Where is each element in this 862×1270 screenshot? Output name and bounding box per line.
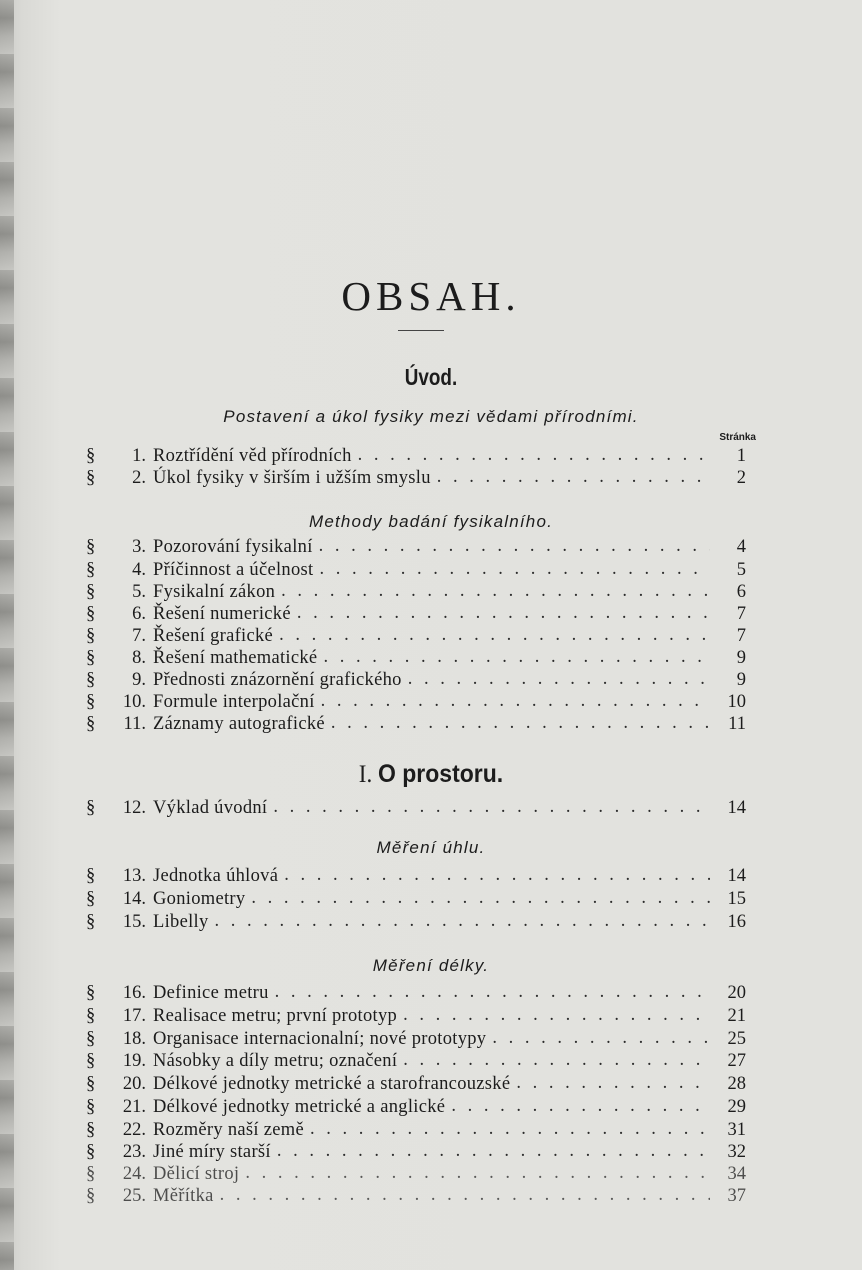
entry-number: 12. (122, 798, 146, 818)
entry-page: 9 (736, 670, 746, 690)
toc-entry[interactable] (86, 670, 746, 692)
dot-leader (403, 1050, 710, 1071)
entry-number: 25. (122, 1186, 146, 1206)
dot-leader (437, 467, 710, 488)
subheading-mereni-uhlu: Měření úhlu. (376, 838, 486, 857)
entry-label: Dělicí stroj (153, 1164, 240, 1184)
entry-label: Násobky a díly metru; označení (153, 1051, 398, 1071)
toc-entry[interactable] (86, 468, 746, 490)
section-sign: § (86, 866, 96, 886)
section-sign: § (86, 1164, 96, 1184)
section-sign: § (86, 1120, 96, 1140)
toc-entry[interactable] (86, 537, 746, 559)
entry-page: 31 (727, 1120, 746, 1140)
section-sign: § (86, 912, 96, 932)
toc-entry[interactable] (86, 1029, 746, 1051)
entry-number: 19. (122, 1051, 146, 1071)
entry-label: Přednosti znázornění grafického (153, 670, 402, 690)
entry-page: 29 (727, 1097, 746, 1117)
subheading-methody: Methody badání fysikalního. (308, 512, 554, 531)
toc-entry[interactable] (86, 604, 746, 626)
dot-leader (284, 865, 710, 886)
toc-entry[interactable] (86, 560, 746, 582)
entry-label: Měřítka (153, 1186, 214, 1206)
entry-page: 27 (727, 1051, 746, 1071)
entry-number: 3. (132, 537, 146, 557)
entry-page: 7 (736, 604, 746, 624)
entry-number: 15. (122, 912, 146, 932)
dot-leader (277, 1141, 710, 1162)
toc-entry[interactable] (86, 1142, 746, 1164)
section-heading-uvod: Úvod. (404, 364, 458, 390)
entry-page: 32 (727, 1142, 746, 1162)
entry-page: 25 (727, 1029, 746, 1049)
section-sign: § (86, 670, 96, 690)
entry-number: 2. (132, 468, 146, 488)
entry-page: 1 (736, 446, 746, 466)
dot-leader (275, 982, 710, 1003)
toc-entry[interactable] (86, 714, 746, 736)
dot-leader (215, 911, 710, 932)
section-sign: § (86, 1029, 96, 1049)
toc-entry[interactable] (86, 1097, 746, 1119)
dot-leader (245, 1163, 710, 1184)
dot-leader (297, 603, 710, 624)
entry-page: 16 (727, 912, 746, 932)
entry-page: 14 (727, 798, 746, 818)
toc-entry[interactable] (86, 626, 746, 648)
entry-label: Roztřídění věd přírodních (153, 446, 352, 466)
dot-leader (331, 713, 710, 734)
entry-label: Realisace metru; první prototyp (153, 1006, 398, 1026)
entry-number: 11. (123, 714, 146, 734)
entry-number: 20. (122, 1074, 146, 1094)
entry-label: Formule interpolační (153, 692, 315, 712)
page-binding-edge (0, 0, 14, 1270)
section-sign: § (86, 1142, 96, 1162)
section-sign: § (86, 983, 96, 1003)
section-sign: § (86, 1006, 96, 1026)
title-divider (398, 330, 444, 331)
entry-page: 28 (727, 1074, 746, 1094)
entry-page: 4 (736, 537, 746, 557)
section-sign: § (86, 1186, 96, 1206)
dot-leader (220, 1185, 710, 1206)
toc-entry[interactable] (86, 798, 746, 820)
entry-label: Rozměry naší země (153, 1120, 304, 1140)
toc-entry[interactable] (86, 648, 746, 670)
page-column-header: Stránka (719, 432, 756, 443)
section-heading-prostor (34, 760, 827, 789)
entry-number: 21. (122, 1097, 146, 1117)
toc-entry[interactable] (86, 866, 746, 888)
dot-leader (403, 1005, 710, 1026)
entry-label: Příčinnost a účelnost (153, 560, 314, 580)
subheading-mereni-delky: Měření délky. (372, 956, 490, 975)
dot-leader (358, 445, 710, 466)
section-sign: § (86, 446, 96, 466)
toc-entry[interactable] (86, 1186, 746, 1208)
dot-leader (281, 581, 710, 602)
part-numeral: I. (358, 761, 373, 788)
entry-page: 20 (727, 983, 746, 1003)
entry-number: 22. (122, 1120, 146, 1140)
entry-page: 5 (736, 560, 746, 580)
dot-leader (251, 888, 710, 909)
entry-number: 14. (122, 889, 146, 909)
entry-number: 13. (122, 866, 146, 886)
section-sign: § (86, 468, 96, 488)
entry-page: 15 (727, 889, 746, 909)
entry-label: Jednotka úhlová (153, 866, 279, 886)
dot-leader (319, 559, 710, 580)
entry-label: Goniometry (153, 889, 246, 909)
toc-entry[interactable] (86, 446, 746, 468)
entry-label: Definice metru (153, 983, 269, 1003)
dot-leader (273, 797, 710, 818)
entry-page: 6 (736, 582, 746, 602)
entry-page: 10 (727, 692, 746, 712)
entry-number: 16. (122, 983, 146, 1003)
entry-page: 34 (727, 1164, 746, 1184)
section-sign: § (86, 1097, 96, 1117)
entry-page: 7 (736, 626, 746, 646)
entry-page: 37 (727, 1186, 746, 1206)
toc-entry[interactable] (86, 1074, 746, 1096)
toc-entry[interactable] (86, 582, 746, 604)
page-title: OBSAH. (341, 273, 521, 319)
dot-leader (321, 691, 710, 712)
entry-label: Pozorování fysikalní (153, 537, 313, 557)
entry-page: 21 (727, 1006, 746, 1026)
toc-entry[interactable] (86, 1164, 746, 1186)
section-sign: § (86, 604, 96, 624)
toc-entry[interactable] (86, 1120, 746, 1142)
part-title: O prostoru. (377, 760, 504, 788)
entry-page: 2 (736, 468, 746, 488)
toc-entry[interactable] (86, 983, 746, 1005)
entry-label: Délkové jednotky metrické a starofrancouzské (153, 1074, 511, 1094)
entry-number: 18. (122, 1029, 146, 1049)
entry-number: 10. (122, 692, 146, 712)
entry-label: Fysikalní zákon (153, 582, 276, 602)
entry-label: Výklad úvodní (153, 798, 268, 818)
entry-number: 8. (132, 648, 146, 668)
dot-leader (323, 647, 710, 668)
section-sign: § (86, 537, 96, 557)
entry-label: Řešení grafické (153, 626, 274, 646)
toc-entry[interactable] (86, 1051, 746, 1073)
section-sign: § (86, 692, 96, 712)
entry-number: 6. (132, 604, 146, 624)
dot-leader (408, 669, 710, 690)
section-sign: § (86, 626, 96, 646)
section-sign: § (86, 648, 96, 668)
section-sign: § (86, 889, 96, 909)
entry-number: 1. (132, 446, 146, 466)
entry-label: Řešení mathematické (153, 648, 318, 668)
entry-label: Délkové jednotky metrické a anglické (153, 1097, 446, 1117)
toc-entry[interactable] (86, 692, 746, 714)
section-sign: § (86, 582, 96, 602)
dot-leader (451, 1096, 710, 1117)
entry-number: 5. (132, 582, 146, 602)
entry-page: 11 (728, 714, 746, 734)
toc-entry[interactable] (86, 889, 746, 911)
toc-entry[interactable] (86, 912, 746, 934)
entry-page: 14 (727, 866, 746, 886)
toc-entry[interactable] (86, 1006, 746, 1028)
entry-number: 23. (122, 1142, 146, 1162)
section-sign: § (86, 1074, 96, 1094)
section-sign: § (86, 798, 96, 818)
entry-number: 9. (132, 670, 146, 690)
entry-number: 4. (132, 560, 146, 580)
entry-number: 24. (122, 1164, 146, 1184)
section-sign: § (86, 560, 96, 580)
dot-leader (516, 1073, 710, 1094)
subheading-postaveni: Postavení a úkol fysiky mezi vědami přírodními. (223, 407, 639, 426)
dot-leader (319, 536, 710, 557)
dot-leader (310, 1119, 710, 1140)
entry-label: Úkol fysiky v širším i užším smyslu (153, 468, 431, 488)
entry-number: 7. (132, 626, 146, 646)
dot-leader (492, 1028, 710, 1049)
dot-leader (279, 625, 710, 646)
entry-label: Organisace internacionalní; nové prototypy (153, 1029, 487, 1049)
entry-label: Řešení numerické (153, 604, 291, 624)
entry-number: 17. (122, 1006, 146, 1026)
entry-label: Libelly (153, 912, 209, 932)
entry-label: Záznamy autografické (153, 714, 325, 734)
entry-page: 9 (736, 648, 746, 668)
entry-label: Jiné míry starší (153, 1142, 271, 1162)
section-sign: § (86, 1051, 96, 1071)
section-sign: § (86, 714, 96, 734)
